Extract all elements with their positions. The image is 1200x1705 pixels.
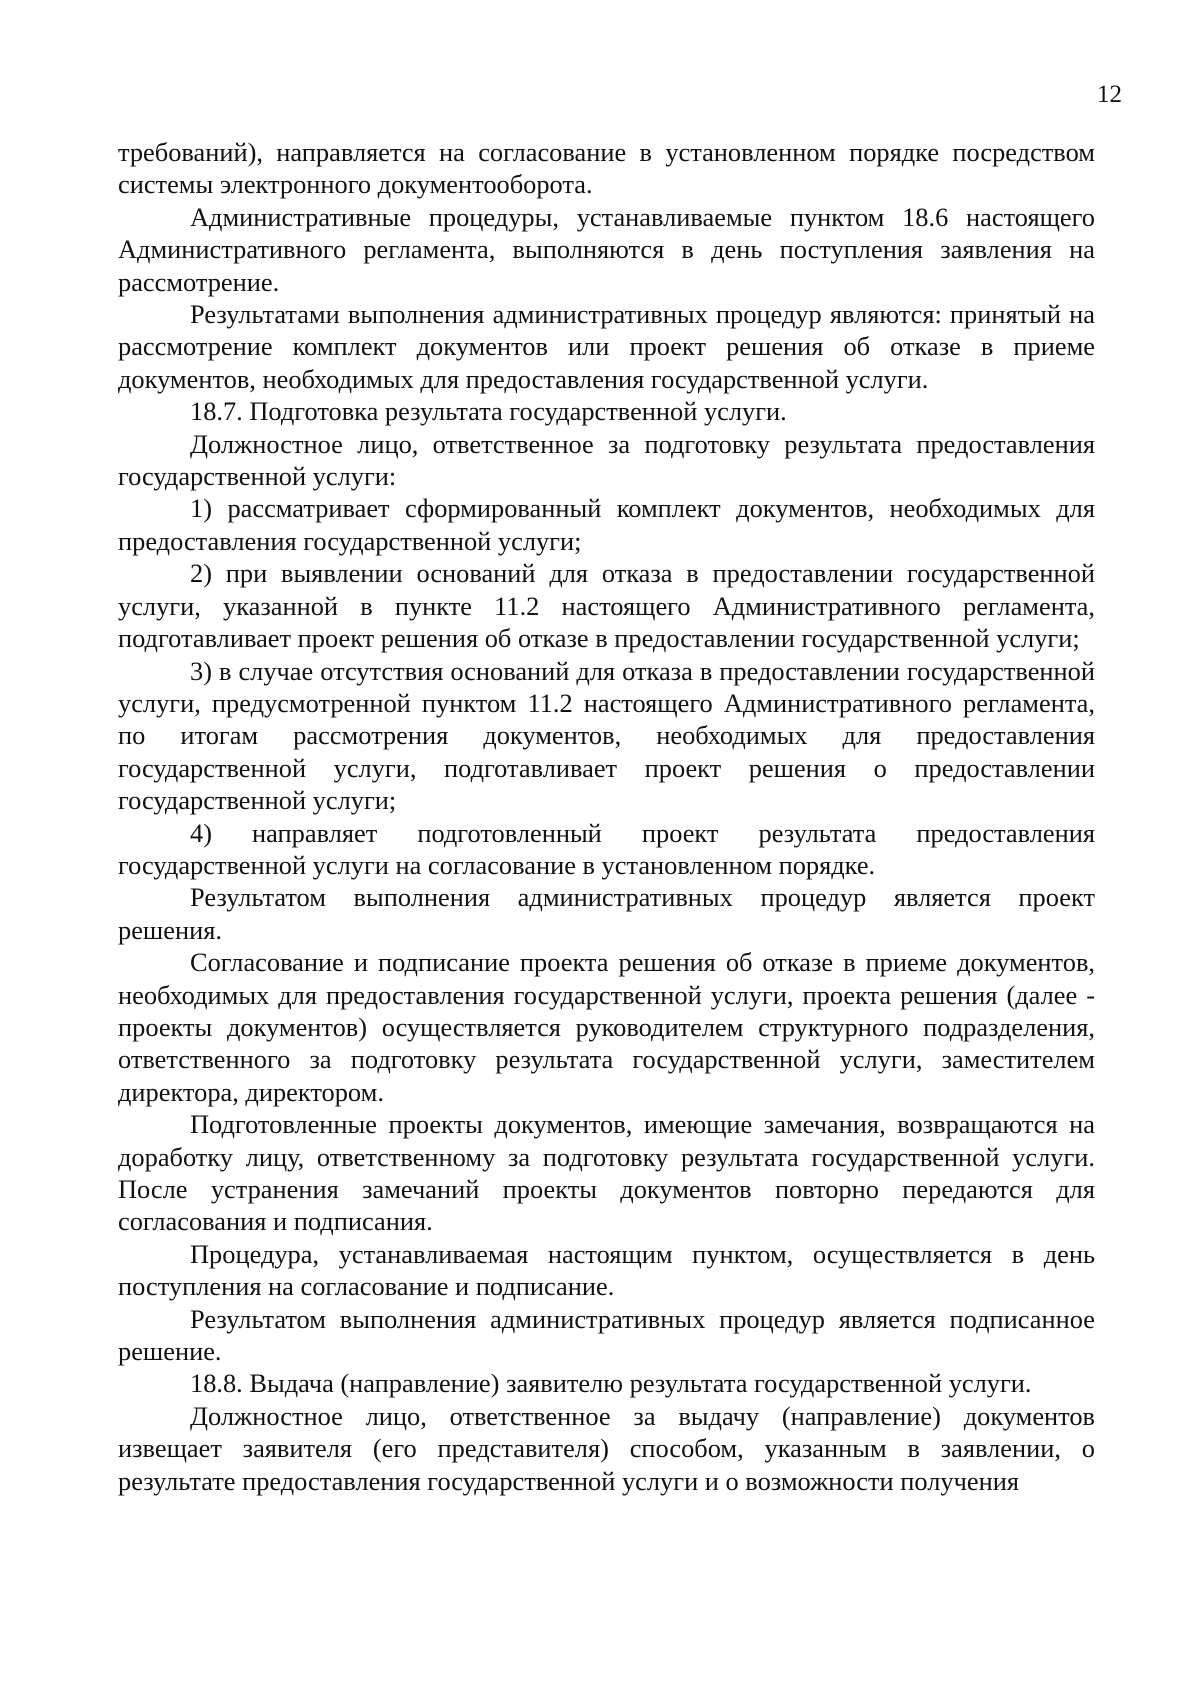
paragraph: Процедура, устанавливаемая настоящим пунктом, осуществляется в день поступления на согласование и подписание. [118, 1238, 1095, 1302]
paragraph: 3) в случае отсутствия оснований для отказа в предоставлении государственной услуги, предусмотренной пунктом 11.2 настоящего Административного регламента, по итогам рассмотрения документов, необходимых для предоставления государственной услуги, подготавливает проект решения о предоставлении государственной услуги; [118, 655, 1095, 816]
paragraph: 1) рассматривает сформированный комплект документов, необходимых для предоставления государственной услуги; [118, 493, 1095, 556]
paragraph: Результатами выполнения административных процедур являются: принятый на рассмотрение комплект документов или проект решения об отказе в приеме документов, необходимых для предоставления государственной услуги. [118, 299, 1095, 394]
paragraph: 18.7. Подготовка результата государственной услуги. [190, 396, 787, 427]
paragraph: 2) при выявлении оснований для отказа в предоставлении государственной услуги, указанной в пункте 11.2 настоящего Административного регламента, подготавливает проект решения об отказе в предоставлении государственной услуги; [118, 558, 1095, 654]
paragraph: Результатом выполнения административных процедур является подписанное решение. [118, 1303, 1095, 1367]
paragraph: Должностное лицо, ответственное за подготовку результата предоставления государственной услуги: [118, 428, 1095, 492]
paragraph: Должностное лицо, ответственное за выдачу (направление) документов извещает заявителя (его представителя) способом, указанным в заявлении, о результате предоставления государственной услуги и о возможности получения [118, 1400, 1095, 1496]
page-number: 12 [1097, 81, 1122, 108]
paragraph: 18.8. Выдача (направление) заявителю результата государственной услуги. [190, 1368, 1032, 1399]
document-body [118, 136, 1095, 1497]
paragraph: Административные процедуры, устанавливаемые пунктом 18.6 настоящего Административного регламента, выполняются в день поступления заявления на рассмотрение. [118, 201, 1095, 297]
paragraph: Согласование и подписание проекта решения об отказе в приеме документов, необходимых для предоставления государственной услуги, проекта решения (далее - проекты документов) осуществляется руководителем структурного подразделения, ответственного за подготовку результата государственной услуги, заместителем директора, директором. [118, 947, 1095, 1107]
paragraph: Результатом выполнения административных процедур является проект решения. [118, 882, 1095, 945]
paragraph: 4) направляет подготовленный проект результата предоставления государственной услуги на согласование в установленном порядке. [118, 817, 1095, 880]
paragraph: Подготовленные проекты документов, имеющие замечания, возвращаются на доработку лицу, ответственному за подготовку результата государственной услуги. После устранения замечаний проекты документов повторно передаются для согласования и подписания. [118, 1109, 1095, 1237]
paragraph: требований), направляется на согласование в установленном порядке посредством системы электронного документооборота. [118, 137, 1095, 200]
